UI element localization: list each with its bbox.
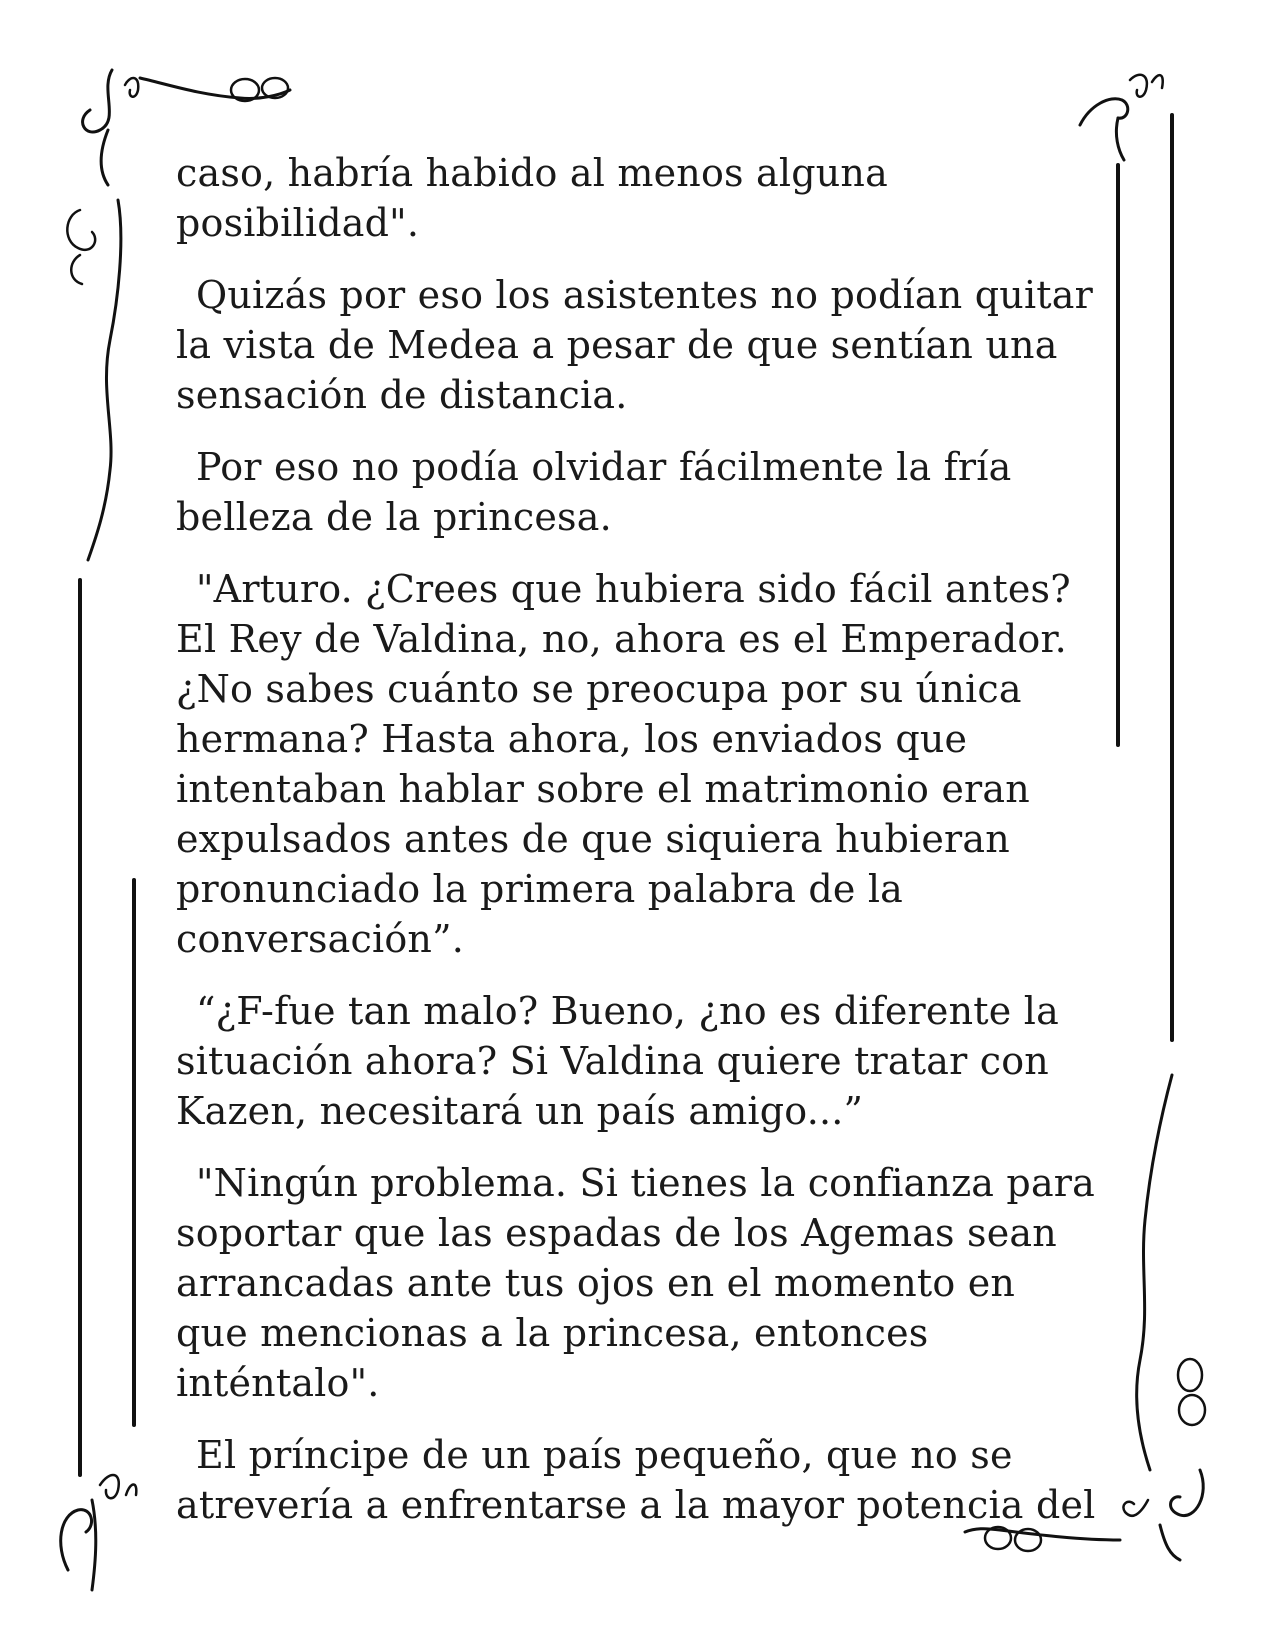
paragraph-2: Quizás por eso los asistentes no podían quitar la vista de Medea a pesar de que sentían una sensación de distancia. bbox=[176, 273, 1093, 417]
paragraph-3: Por eso no podía olvidar fácilmente la fría belleza de la princesa. bbox=[176, 445, 1012, 539]
paragraph-7: El príncipe de un país pequeño, que no se atrevería a enfrentarse a la mayor potencia del bbox=[176, 1433, 1096, 1527]
paragraph-5: “¿F-fue tan malo? Bueno, ¿no es diferente la situación ahora? Si Valdina quiere tratar con Kazen, necesitará un país amigo...” bbox=[176, 989, 1059, 1133]
document-body bbox=[176, 148, 1096, 1552]
bottom-left-flourish-icon bbox=[61, 1475, 137, 1590]
paragraph-4: "Arturo. ¿Crees que hubiera sido fácil antes? El Rey de Valdina, no, ahora es el Emperador. ¿No sabes cuánto se preocupa por su única hermana? Hasta ahora, los enviados que intentaban hablar sobre el matrimonio eran expulsados antes de que siquiera hubieran pronunciado la primera palabra de la conversación”. bbox=[176, 567, 1071, 961]
paragraph-6: "Ningún problema. Si tienes la confianza para soportar que las espadas de los Agemas sean arrancadas ante tus ojos en el momento en que mencionas a la princesa, entonces inténtalo". bbox=[176, 1161, 1096, 1405]
paragraph-1: caso, habría habido al menos alguna posibilidad". bbox=[176, 151, 888, 245]
